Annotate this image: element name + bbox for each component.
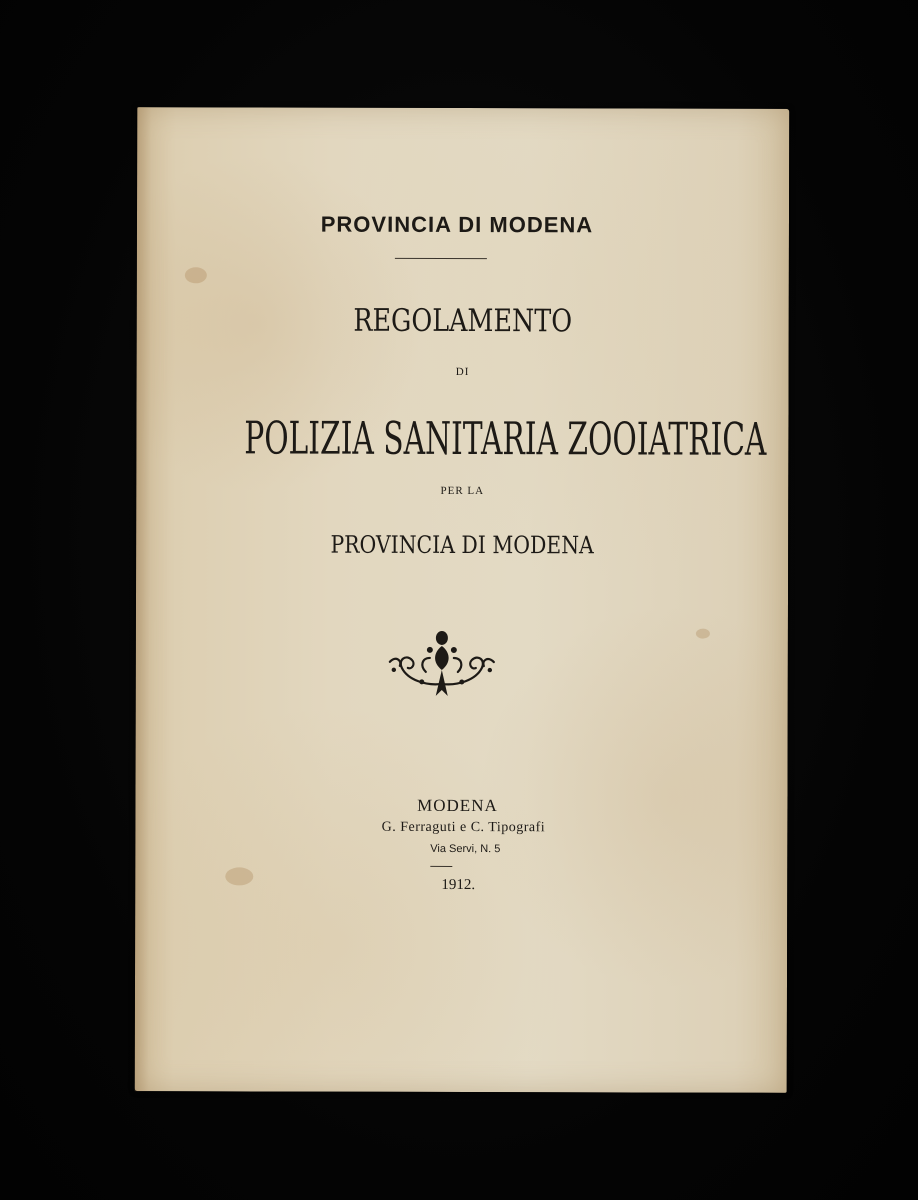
- imprint-city: MODENA: [417, 795, 498, 816]
- title-provincia: PROVINCIA DI MODENA: [330, 530, 594, 560]
- bottom-divider: [430, 866, 452, 867]
- top-divider: [395, 258, 487, 259]
- foxing-stain: [185, 267, 207, 283]
- imprint-printer: G. Ferraguti e C. Tipografi: [381, 819, 546, 836]
- title-connector-di: DI: [455, 365, 470, 379]
- title-polizia-sanitaria: POLIZIA SANITARIA ZOOIATRICA: [244, 411, 767, 466]
- title-connector-per-la: PER LA: [440, 484, 485, 498]
- province-header: PROVINCIA DI MODENA: [320, 211, 594, 238]
- title-regolamento: REGOLAMENTO: [353, 302, 573, 340]
- fleuron-ornament-icon: [386, 626, 498, 700]
- booklet-cover: [135, 107, 790, 1093]
- imprint-address: Via Servi, N. 5: [430, 842, 501, 856]
- foxing-stain: [696, 629, 710, 639]
- imprint-year: 1912.: [441, 876, 476, 894]
